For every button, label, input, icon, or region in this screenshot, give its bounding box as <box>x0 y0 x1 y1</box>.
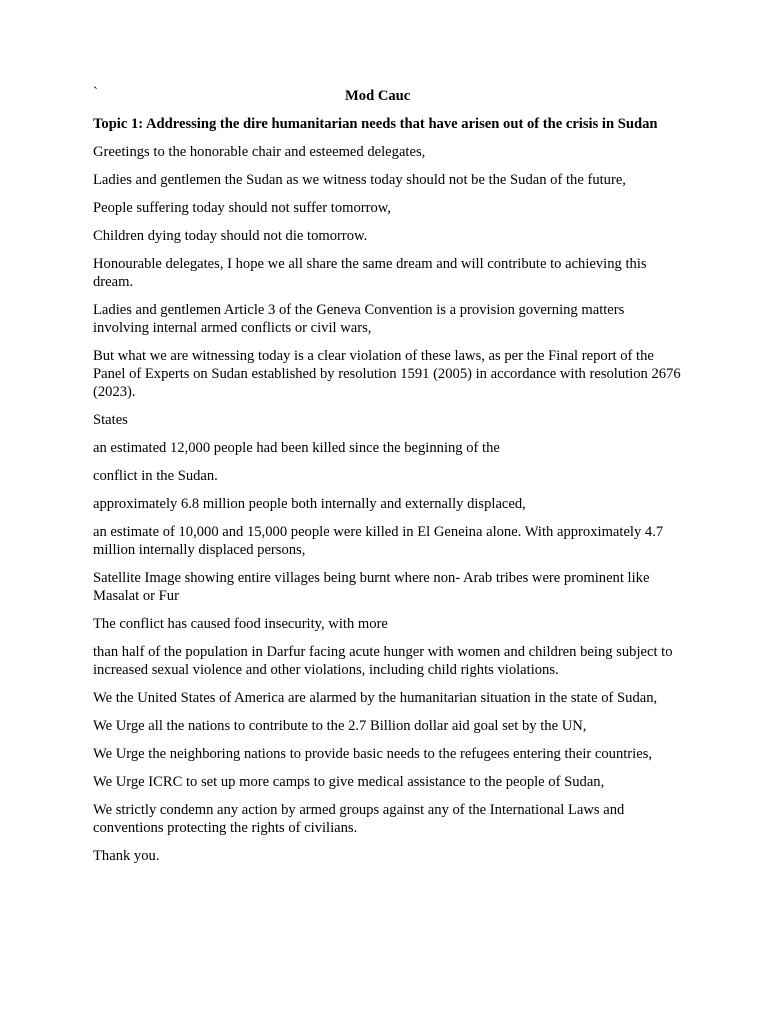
speech-body <box>93 143 683 865</box>
paragraph: But what we are witnessing today is a clear violation of these laws, as per the Final report of the Panel of Experts on Sudan established by resolution 1591 (2005) in accordance with resolution 2676 (2023). <box>93 348 681 400</box>
paragraph: We the United States of America are alarmed by the humanitarian situation in the state of Sudan, <box>93 690 658 706</box>
paragraph: Greetings to the honorable chair and esteemed delegates, <box>93 144 426 160</box>
stray-backtick: ` <box>93 85 98 101</box>
paragraph: approximately 6.8 million people both internally and externally displaced, <box>93 496 526 512</box>
paragraph: States <box>93 412 128 428</box>
document-title: Mod Cauc <box>345 88 411 104</box>
document-page <box>93 86 683 865</box>
paragraph: conflict in the Sudan. <box>93 468 218 484</box>
paragraph: Children dying today should not die tomorrow. <box>93 228 368 244</box>
paragraph: We strictly condemn any action by armed groups against any of the International Laws and conventions protecting the rights of civilians. <box>93 802 625 836</box>
paragraph: We Urge ICRC to set up more camps to give medical assistance to the people of Sudan, <box>93 774 605 790</box>
paragraph: We Urge the neighboring nations to provide basic needs to the refugees entering their countries, <box>93 746 653 762</box>
paragraph: Honourable delegates, I hope we all share the same dream and will contribute to achieving this dream. <box>93 256 647 290</box>
paragraph: We Urge all the nations to contribute to the 2.7 Billion dollar aid goal set by the UN, <box>93 718 587 734</box>
topic-heading: Topic 1: Addressing the dire humanitarian needs that have arisen out of the crisis in Sudan <box>93 116 658 132</box>
paragraph: an estimated 12,000 people had been killed since the beginning of the <box>93 440 500 456</box>
paragraph: an estimate of 10,000 and 15,000 people were killed in El Geneina alone. With approximately 4.7 million internally displaced persons, <box>93 524 664 558</box>
paragraph: Ladies and gentlemen the Sudan as we witness today should not be the Sudan of the future, <box>93 172 626 188</box>
document-header <box>93 86 683 106</box>
paragraph: Thank you. <box>93 848 160 864</box>
paragraph: Satellite Image showing entire villages being burnt where non- Arab tribes were prominent like Masalat or Fur <box>93 570 650 604</box>
paragraph: People suffering today should not suffer tomorrow, <box>93 200 392 216</box>
paragraph: The conflict has caused food insecurity, with more <box>93 616 388 632</box>
paragraph: than half of the population in Darfur facing acute hunger with women and children being subject to increased sexual violence and other violations, including child rights violations. <box>93 644 673 678</box>
paragraph: Ladies and gentlemen Article 3 of the Geneva Convention is a provision governing matters involving internal armed conflicts or civil wars, <box>93 302 625 336</box>
